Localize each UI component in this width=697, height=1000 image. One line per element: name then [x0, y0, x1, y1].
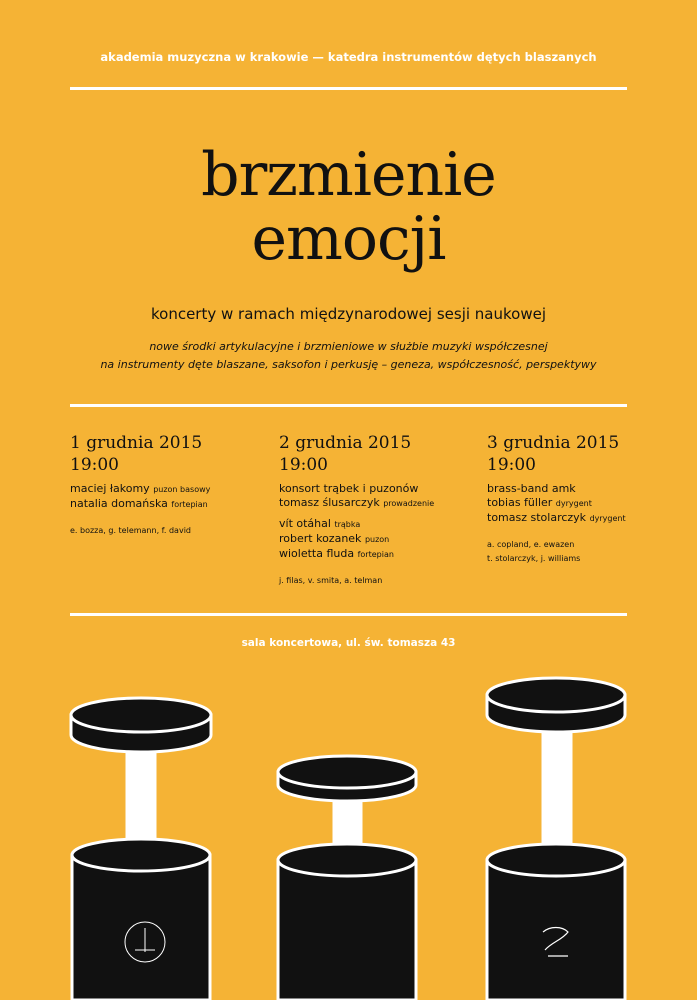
performer: natalia domańska fortepian — [70, 497, 208, 510]
performer: brass-band amk — [487, 482, 576, 495]
header-institution: akademia muzyczna w krakowie — katedra instrumentów dętych blaszanych — [100, 50, 597, 64]
performer: konsort trąbek i puzonów — [279, 482, 419, 495]
description-line-2: na instrumenty dęte blaszane, saksofon i perkusję – geneza, współczesność, perspektywy — [100, 358, 597, 371]
performer: maciej łakomy puzon basowy — [70, 482, 211, 495]
divider-top — [70, 87, 627, 90]
works: e. bozza, g. telemann, f. david — [70, 526, 191, 535]
performer: vít otáhal trąbka — [279, 517, 361, 530]
concert-date: 3 grudnia 2015 — [487, 433, 620, 453]
description-line-1: nowe środki artykulacyjne i brzmieniowe w służbie muzyki współczesnej — [149, 340, 548, 353]
concert-date: 1 grudnia 2015 — [70, 433, 203, 453]
performer: tomasz stolarczyk dyrygent — [487, 511, 626, 524]
concert-column-2 — [279, 432, 479, 588]
venue: sala koncertowa, ul. św. tomasza 43 — [241, 637, 456, 649]
piston-right — [487, 678, 625, 1000]
performer: wioletta fluda fortepian — [279, 547, 394, 560]
title-line-2: emocji — [251, 204, 446, 274]
concert-time: 19:00 — [279, 455, 328, 475]
concert-column-3 — [487, 432, 687, 566]
performer: tomasz ślusarczyk prowadzenie — [279, 496, 435, 509]
divider-bottom — [70, 613, 627, 616]
performer: robert kozanek puzon — [279, 532, 390, 545]
piston-left — [71, 698, 211, 1000]
divider-middle — [70, 404, 627, 407]
subtitle: koncerty w ramach międzynarodowej sesji naukowej — [150, 305, 546, 323]
concert-column-1 — [70, 432, 270, 538]
concert-time: 19:00 — [70, 455, 119, 475]
works: a. copland, e. ewazen — [487, 540, 575, 549]
piston-valves-illustration — [0, 660, 697, 1000]
works: j. filas, v. smita, a. telman — [279, 576, 383, 585]
title-line-1: brzmienie — [201, 140, 496, 210]
piston-middle — [278, 756, 416, 1000]
performer: tobias füller dyrygent — [487, 496, 592, 509]
concert-date: 2 grudnia 2015 — [279, 433, 412, 453]
concert-time: 19:00 — [487, 455, 536, 475]
works: t. stolarczyk, j. williams — [487, 554, 581, 563]
